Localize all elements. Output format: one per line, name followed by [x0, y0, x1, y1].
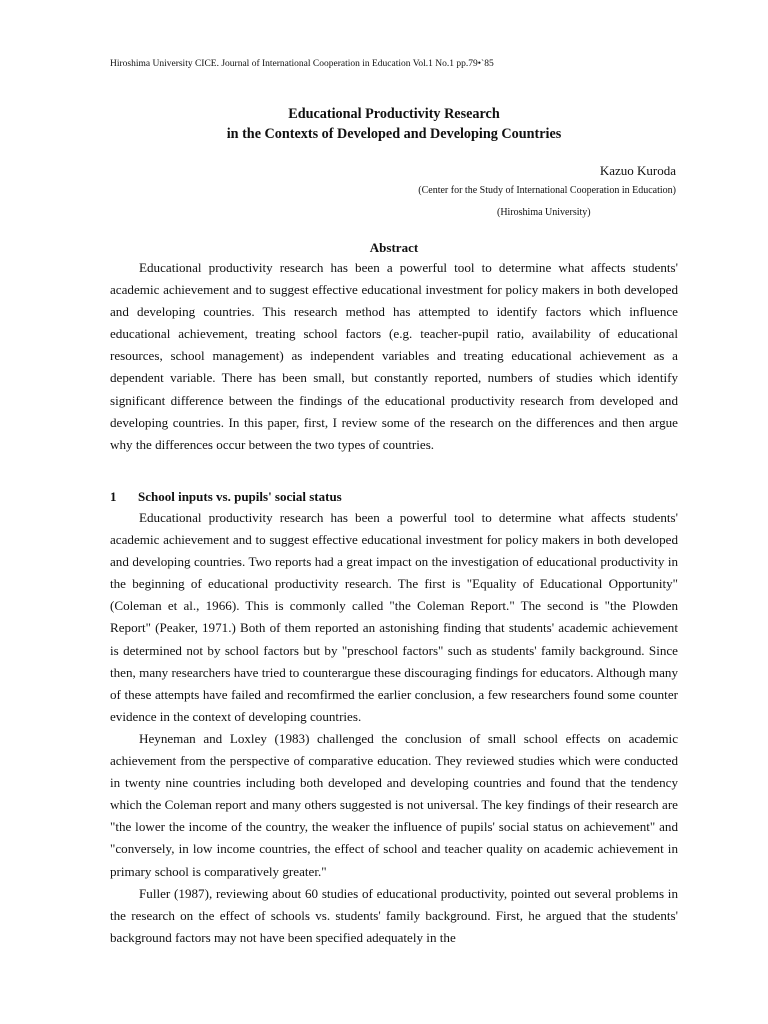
author-name: Kazuo Kuroda	[599, 163, 676, 178]
paper-title-line-1: Educational Productivity Research	[288, 106, 500, 122]
section-number: 1	[110, 489, 117, 504]
section-body	[110, 507, 678, 949]
section-heading	[110, 489, 342, 505]
section-title: School inputs vs. pupils' social status	[138, 489, 342, 504]
paper-title	[110, 104, 678, 144]
abstract-heading: Abstract	[369, 240, 419, 255]
abstract-body	[110, 257, 678, 456]
section-paragraph: Heyneman and Loxley (1983) challenged the conclusion of small school effects on academic achievement from the perspective of comparative education. They reviewed studies which were conducted in twenty nine countries including both developed and developing countries and found that the tendency which the Coleman report and many others suggested is not universal. The key findings of their research are "the lower the income of the country, the weaker the influence of pupils' social status on achievement" and "conversely, in low income countries, the effect of school and teacher quality on academic achievement in primary school is comparatively greater."	[110, 730, 678, 879]
section-paragraph: Fuller (1987), reviewing about 60 studies of educational productivity, pointed out several problems in the research on the effect of schools vs. students' family background. First, he argued that the students' background factors may not have been specified adequately in the	[110, 885, 678, 945]
running-header: Hiroshima University CICE. Journal of International Cooperation in Education Vol.1 No.1 pp.79•`85	[110, 59, 494, 69]
abstract-paragraph: Educational productivity research has been a powerful tool to determine what affects students' academic achievement and to suggest effective educational investment for policy makers in both developed and developing countries. This research method has attempted to identify factors which influence educational achievement, treating school factors (e.g. teacher-pupil ratio, availability of educational resources, school management) as independent variables and treating educational achievement as a dependent variable. There has been small, but constantly reported, numbers of studies which identify significant difference between the findings of the educational productivity research from developed and developing countries. In this paper, first, I review some of the research on the differences and then argue why the differences occur between the two types of countries.	[110, 260, 678, 452]
section-paragraph: Educational productivity research has been a powerful tool to determine what affects students' academic achievement and to suggest effective educational investment for policy makers in both developed and developing countries. Two reports had a great impact on the investigation of educational productivity in the beginning of educational productivity research. The first is "Equality of Educational Opportunity" (Coleman et al., 1966). This is commonly called "the Coleman Report." The second is "the Plowden Report" (Peaker, 1971.) Both of them reported an astonishing finding that students' academic achievement is determined not by school factors but by "preschool factors" such as students' family background. Since then, many researchers have tried to counterargue these discouraging findings for educators. Although many of these attempts have failed and recomfirmed the earlier conclusion, a few researchers found some counter evidence in the context of developing countries.	[110, 510, 678, 724]
paper-title-line-2: in the Contexts of Developed and Developing Countries	[226, 126, 562, 142]
author-affiliation-center: (Center for the Study of International Cooperation in Education)	[418, 185, 676, 196]
author-affiliation-university: (Hiroshima University)	[497, 207, 591, 218]
